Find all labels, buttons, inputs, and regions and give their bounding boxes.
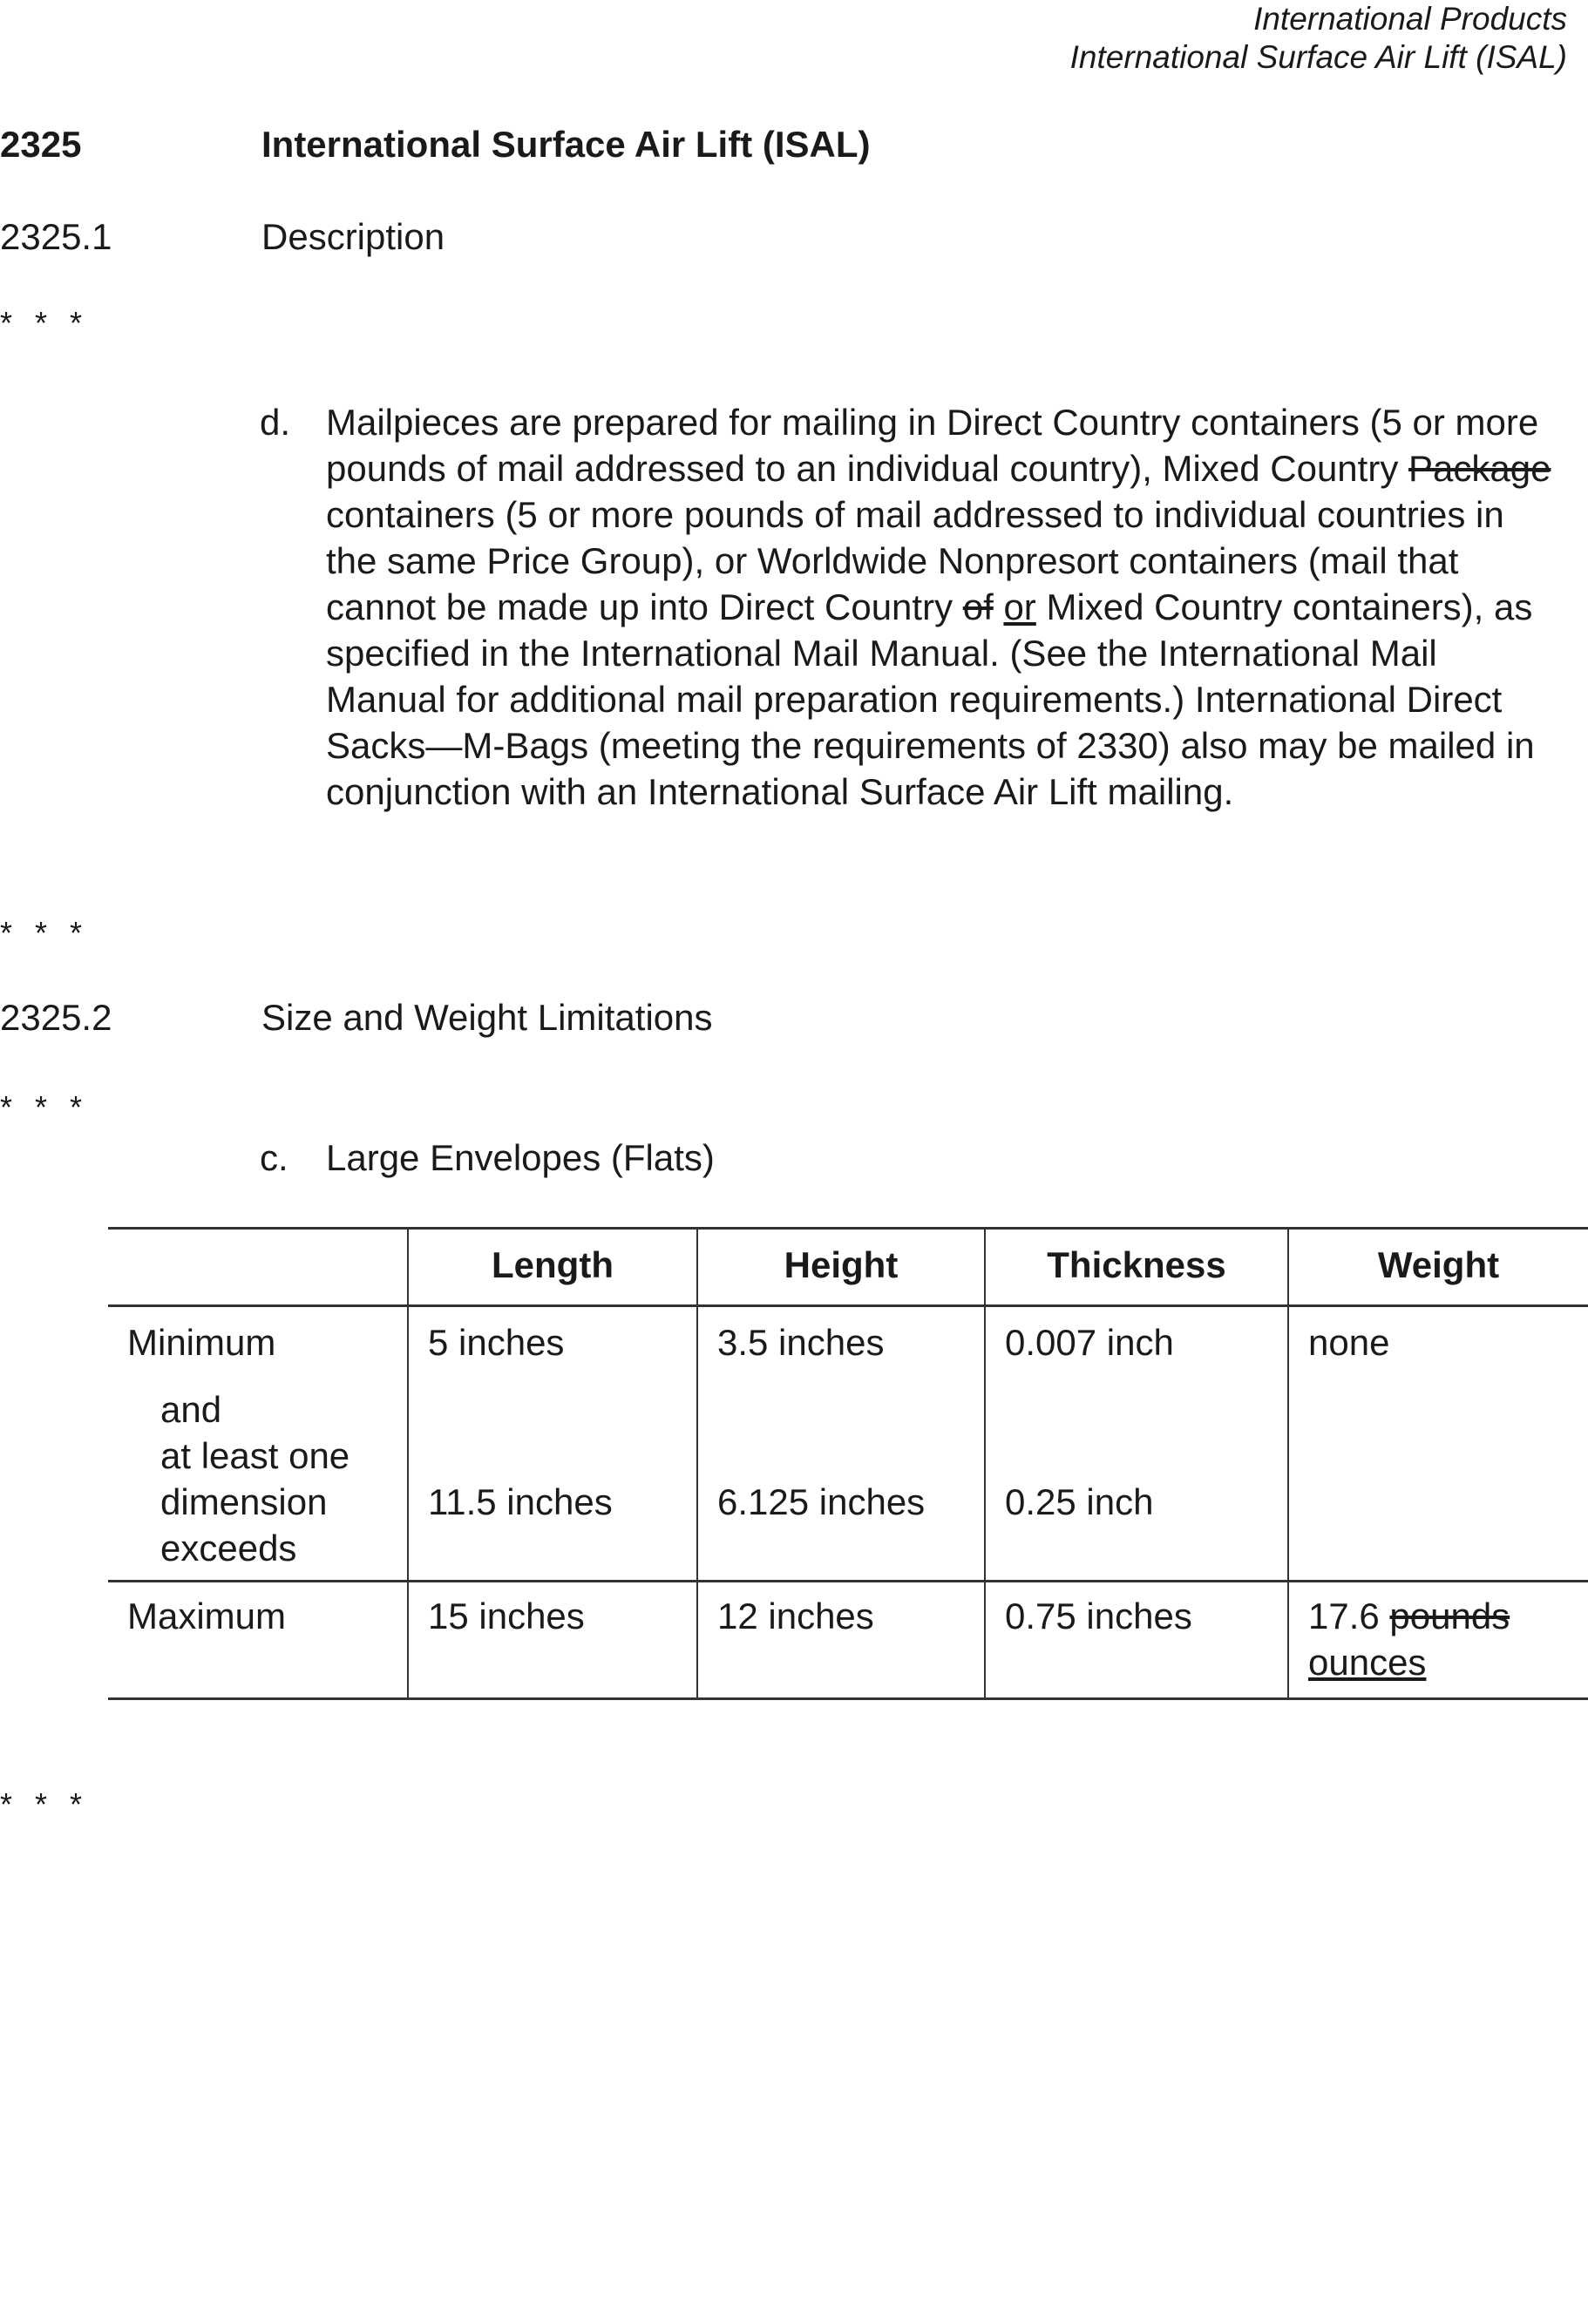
- table-header-cell: Thickness: [985, 1229, 1288, 1306]
- item-letter: d.: [260, 402, 291, 443]
- inserted-text: ounces: [1308, 1642, 1427, 1683]
- label-line: at least one: [160, 1435, 350, 1476]
- label-line: and: [160, 1389, 222, 1430]
- cell-value: none: [1308, 1322, 1390, 1363]
- cell-value: 17.6: [1308, 1596, 1380, 1636]
- table-row: [108, 1306, 1588, 1582]
- running-head-line-1: International Products: [1253, 1, 1567, 37]
- text-run: Mailpieces are prepared for mailing in Direct Country containers (5 or more pounds of mail addressed to an individual country), Mixed Country: [326, 402, 1539, 489]
- table-header-cell: [108, 1229, 408, 1306]
- running-head: [1070, 0, 1567, 77]
- deleted-text: Package: [1408, 448, 1551, 489]
- row-label: Minimum: [127, 1322, 276, 1363]
- label-line: exceeds: [160, 1528, 297, 1569]
- height-cell: [697, 1306, 985, 1582]
- table-header-cell: Weight: [1288, 1229, 1588, 1306]
- section-number: 2325.1: [0, 216, 112, 257]
- table-header-row: [108, 1229, 1588, 1306]
- weight-cell: [1288, 1306, 1588, 1582]
- row-label: Maximum: [108, 1582, 408, 1699]
- cell-value: 11.5 inches: [428, 1481, 613, 1522]
- table-header-cell: Length: [408, 1229, 697, 1306]
- omission-marker: * * *: [0, 1786, 90, 1822]
- thickness-cell: [985, 1306, 1288, 1582]
- label-line: dimension: [160, 1481, 328, 1522]
- cell-value: 0.25 inch: [1005, 1481, 1154, 1522]
- section-number: 2325.2: [0, 997, 112, 1038]
- section-title: Size and Weight Limitations: [261, 997, 713, 1038]
- section-title: Description: [261, 216, 445, 257]
- length-cell: [408, 1306, 697, 1582]
- cell-value: 6.125 inches: [717, 1481, 926, 1522]
- omission-marker: * * *: [0, 305, 90, 341]
- cell-value: 5 inches: [428, 1322, 565, 1363]
- inserted-text: or: [1003, 586, 1036, 627]
- omission-marker: * * *: [0, 915, 90, 951]
- item-c-text: Large Envelopes (Flats): [326, 1137, 715, 1178]
- table-row: [108, 1582, 1588, 1699]
- deleted-text: of: [962, 586, 994, 627]
- cell-value: 3.5 inches: [717, 1322, 885, 1363]
- weight-max-cell: [1288, 1582, 1588, 1699]
- row-sublabel: [127, 1386, 388, 1571]
- item-d-text: [326, 399, 1564, 815]
- running-head-line-2: International Surface Air Lift (ISAL): [1069, 39, 1567, 75]
- cell-value: 15 inches: [408, 1582, 697, 1699]
- cell-value: 12 inches: [697, 1582, 985, 1699]
- size-weight-table: [108, 1227, 1588, 1700]
- row-label-cell: [108, 1306, 408, 1582]
- deleted-text: pounds: [1389, 1596, 1510, 1636]
- cell-value: 0.75 inches: [985, 1582, 1288, 1699]
- text-run: Mixed Country containers), as specified in the International Mail Manual. (See the International Mail Manual for additional mail preparation requirements.) International Direct Sacks—M-Bags (meeting the requirements of 2330) also may be mailed in conjunction with an International Surface Air Lift mailing.: [326, 586, 1535, 812]
- cell-value: 0.007 inch: [1005, 1322, 1174, 1363]
- omission-marker: * * *: [0, 1089, 90, 1125]
- item-letter: c.: [260, 1137, 288, 1178]
- section-title: International Surface Air Lift (ISAL): [261, 124, 871, 165]
- text-run: containers (5 or more pounds of mail addressed to individual countries in the same Price Group), or Worldwide Nonpresort containers (mail that cannot be made up into Direct Country: [326, 494, 1504, 627]
- section-number: 2325: [0, 124, 82, 165]
- table-header-cell: Height: [697, 1229, 985, 1306]
